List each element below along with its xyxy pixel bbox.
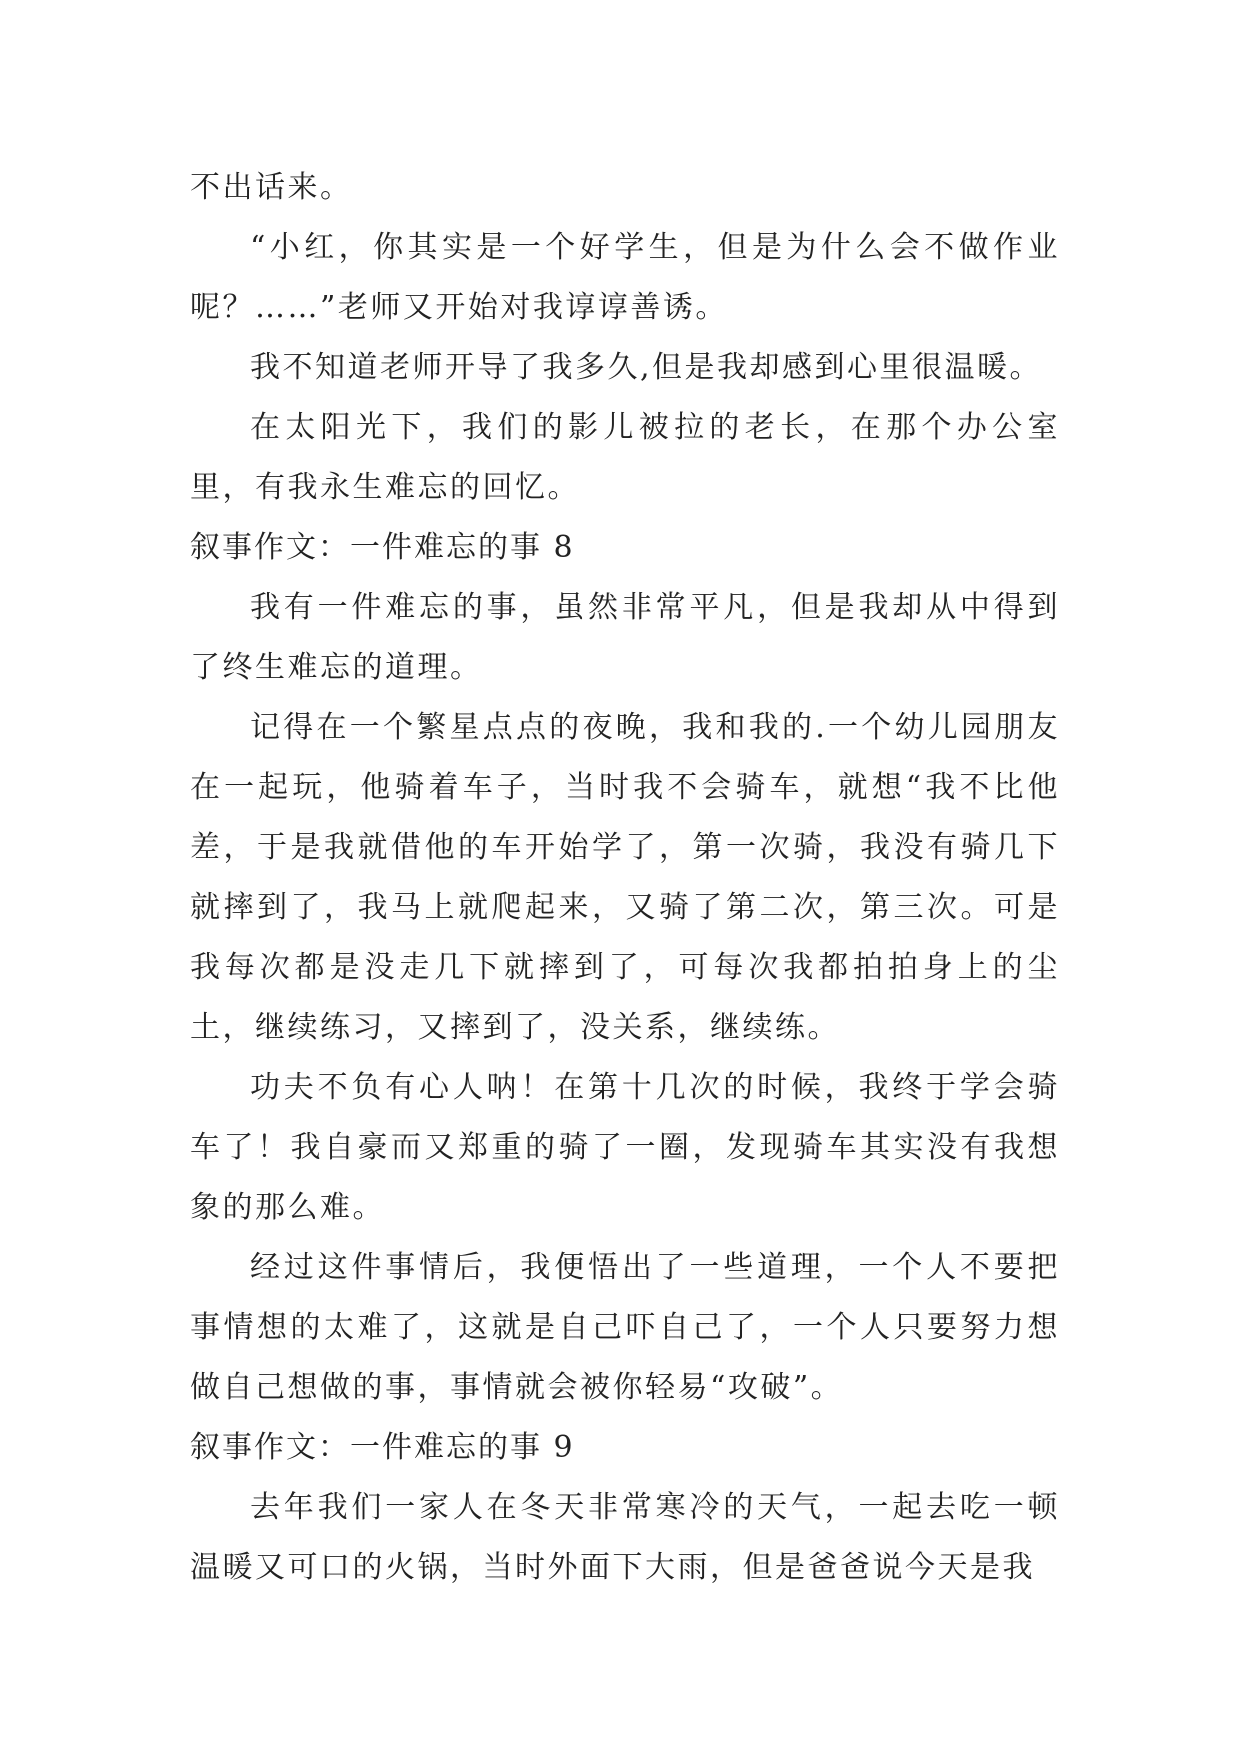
paragraph: 经过这件事情后，我便悟出了一些道理，一个人不要把事情想的太难了，这就是自己吓自己了，一个人只要努力想做自己想做的事，事情就会被你轻易“攻破”。	[190, 1250, 1060, 1405]
paragraph: “小红，你其实是一个好学生，但是为什么会不做作业呢？……”老师又开始对我谆谆善诱。	[190, 230, 1060, 325]
paragraph: 在太阳光下，我们的影儿被拉的老长，在那个办公室里，有我永生难忘的回忆。	[190, 410, 1060, 505]
paragraph: 我不知道老师开导了我多久,但是我却感到心里很温暖。	[250, 350, 1043, 385]
paragraph: 记得在一个繁星点点的夜晚，我和我的.一个幼儿园朋友在一起玩，他骑着车子，当时我不会骑车，就想“我不比他差，于是我就借他的车开始学了，第一次骑，我没有骑几下就摔到了，我马上就爬起来，又骑了第二次，第三次。可是我每次都是没走几下就摔到了，可每次我都拍拍身上的尘土，继续练习，又摔到了，没关系，继续练。	[190, 710, 1060, 1045]
document-body	[190, 158, 1060, 1598]
paragraph: 去年我们一家人在冬天非常寒冷的天气，一起去吃一顿温暖又可口的火锅，当时外面下大雨，但是爸爸说今天是我	[190, 1490, 1060, 1585]
section-heading: 叙事作文：一件难忘的事 8	[190, 530, 575, 565]
paragraph: 功夫不负有心人呐！在第十几次的时候，我终于学会骑车了！我自豪而又郑重的骑了一圈，发现骑车其实没有我想象的那么难。	[190, 1070, 1060, 1225]
section-heading: 叙事作文：一件难忘的事 9	[190, 1430, 575, 1465]
paragraph: 我有一件难忘的事，虽然非常平凡，但是我却从中得到了终生难忘的道理。	[190, 590, 1060, 685]
continuation-paragraph: 不出话来。	[190, 170, 353, 205]
